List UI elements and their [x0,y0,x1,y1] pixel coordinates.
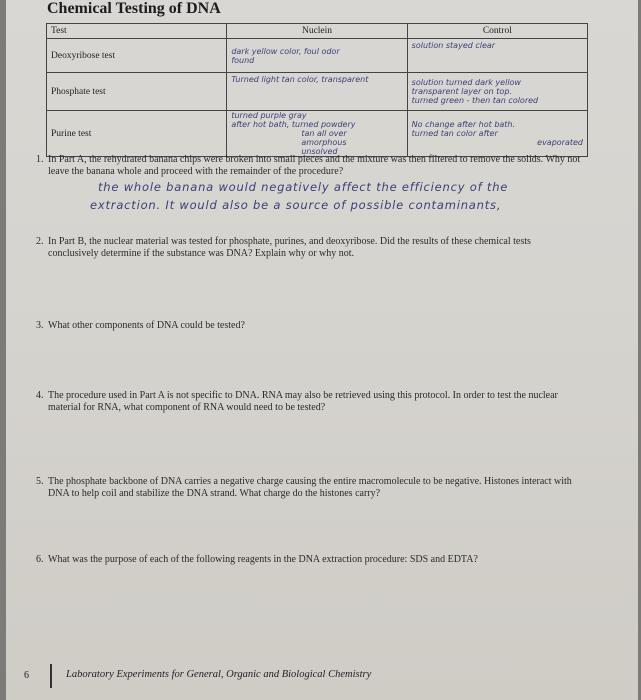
question-text: What was the purpose of each of the following reagents in the DNA extraction procedure: SDS and EDTA? [48,554,478,565]
test-name: Deoxyribose test [47,39,227,73]
table-row-phosphate [47,73,588,111]
question-3 [36,320,596,332]
results-table [46,23,588,157]
handwritten-note: evaporated [537,138,583,147]
question-text: The phosphate backbone of DNA carries a negative charge causing the entire macromolecule to be negative. Histones interact with DNA to help coil and stabilize the DNA strand. What charge do the histones carry? [48,476,572,499]
test-name: Purine test [47,111,227,157]
table-header-row [47,24,588,39]
question-6 [36,554,596,566]
nuclein-result [227,111,407,157]
handwritten-note: turned tan color after [411,129,498,138]
page-title: Chemical Testing of DNA [47,0,221,17]
handwritten-note: solution stayed clear [411,41,496,50]
question-text: The procedure used in Part A is not specific to DNA. RNA may also be retrieved using this protocol. In order to test the nuclear material for RNA, what component of RNA would need to be tested? [48,390,558,413]
page-number: 6 [24,670,29,681]
question-1 [36,154,596,178]
question-5 [36,476,596,500]
handwritten-note: dark yellow color, foul odor [231,46,340,56]
handwritten-answer-line-2: extraction. It would also be a source of possible contaminants, [90,198,502,212]
question-text: In Part A, the rehydrated banana chips were broken into small pieces and the mixture was then filtered to remove the solids. Why not leave the banana whole and proceed with the remainder of the procedure? [48,154,581,177]
handwritten-note: turned green - then tan colored [411,96,539,105]
handwritten-note: found [231,55,255,65]
question-number: 2. [36,236,44,247]
handwritten-note: tan all over [301,129,347,138]
question-number: 3. [36,320,44,331]
table-row-deoxyribose [47,39,588,73]
control-result [407,111,587,157]
handwritten-note: turned purple gray [231,111,307,120]
question-2 [36,236,596,260]
question-number: 5. [36,476,44,487]
test-name: Phosphate test [47,73,227,111]
question-4 [36,390,596,414]
question-text: What other components of DNA could be tested? [48,320,245,331]
footer-divider [50,664,52,688]
nuclein-result [227,73,407,111]
handwritten-note: No change after hot bath. [411,120,516,129]
control-result [407,73,587,111]
header-control: Control [407,24,587,39]
header-nuclein: Nuclein [227,24,407,39]
question-text: In Part B, the nuclear material was tested for phosphate, purines, and deoxyribose. Did the results of these chemical tests conclusively determine if the substance was DNA? Explain why or why not. [48,236,531,259]
handwritten-note: amorphous [301,138,347,147]
nuclein-result [227,39,407,73]
table-row-purine [47,111,588,157]
question-number: 4. [36,390,44,401]
header-test: Test [47,24,227,39]
handwritten-note: solution turned dark yellow [411,78,521,87]
book-title: Laboratory Experiments for General, Organic and Biological Chemistry [66,669,372,680]
handwritten-answer-line-1: the whole banana would negatively affect the efficiency of the [98,180,509,194]
handwritten-note: Turned light tan color, transparent [231,75,369,84]
handwritten-note: after hot bath, turned powdery [231,120,356,129]
question-number: 1. [36,154,44,165]
question-number: 6. [36,554,44,565]
handwritten-note: unsolved [301,147,338,156]
control-result [407,39,587,73]
handwritten-note: transparent layer on top. [411,87,512,96]
